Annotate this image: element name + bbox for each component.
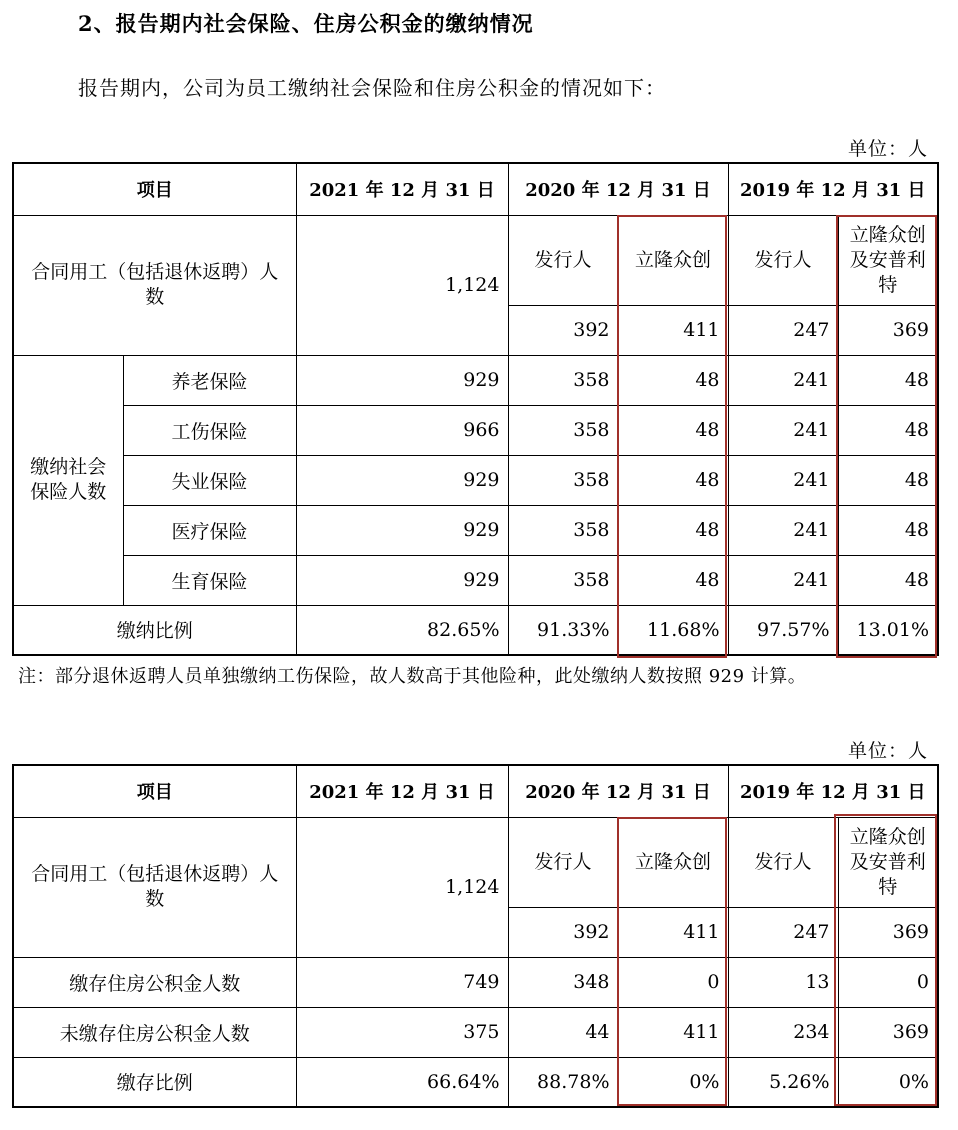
cell-lilong-2020: 0% xyxy=(618,1057,728,1107)
cell-lilong-2020: 48 xyxy=(618,405,728,455)
contract-2021: 1,124 xyxy=(296,817,508,957)
contract-2021: 1,124 xyxy=(296,215,508,355)
cell-lilong-2020: 48 xyxy=(618,355,728,405)
cell-issuer-2020: 358 xyxy=(508,355,618,405)
contract-lilong-2020: 411 xyxy=(618,305,728,355)
cell-issuer-2020: 358 xyxy=(508,505,618,555)
table-row xyxy=(13,405,938,455)
row-label: 缴存住房公积金人数 xyxy=(13,957,296,1007)
cell-2021: 929 xyxy=(296,555,508,605)
cell-issuer-2019: 234 xyxy=(728,1007,838,1057)
table-row xyxy=(13,355,938,405)
cell-2021: 375 xyxy=(296,1007,508,1057)
contract-lilong-2019: 369 xyxy=(838,305,938,355)
sub-issuer-2020: 发行人 xyxy=(508,215,618,305)
cell-issuer-2019: 241 xyxy=(728,455,838,505)
housing-fund-table xyxy=(12,764,939,1108)
cell-issuer-2020: 348 xyxy=(508,957,618,1007)
table-row xyxy=(13,555,938,605)
contract-label: 合同用工（包括退休返聘）人数 xyxy=(13,817,296,957)
cell-lilong-2019: 48 xyxy=(838,405,938,455)
table2-subheader-row xyxy=(13,817,938,907)
cell-issuer-2019: 241 xyxy=(728,555,838,605)
contract-label: 合同用工（包括退休返聘）人数 xyxy=(13,215,296,355)
cell-lilong-2019: 48 xyxy=(838,505,938,555)
header-2019: 2019 年 12 月 31 日 xyxy=(728,163,938,215)
row-label: 未缴存住房公积金人数 xyxy=(13,1007,296,1057)
header-item: 项目 xyxy=(13,163,296,215)
header-2021: 2021 年 12 月 31 日 xyxy=(296,765,508,817)
row-label: 医疗保险 xyxy=(123,505,296,555)
contract-issuer-2020: 392 xyxy=(508,305,618,355)
cell-2021: 929 xyxy=(296,455,508,505)
social-insurance-table xyxy=(12,162,939,656)
intro-paragraph: 报告期内，公司为员工缴纳社会保险和住房公积金的情况如下： xyxy=(78,76,666,100)
table-row xyxy=(13,957,938,1007)
contract-lilong-2020: 411 xyxy=(618,907,728,957)
sub-lilong-2020: 立隆众创 xyxy=(618,817,728,907)
ratio-lilong-2020: 11.68% xyxy=(618,605,728,655)
cell-2021: 929 xyxy=(296,505,508,555)
row-label: 失业保险 xyxy=(123,455,296,505)
cell-2021: 749 xyxy=(296,957,508,1007)
cell-issuer-2020: 358 xyxy=(508,455,618,505)
header-item: 项目 xyxy=(13,765,296,817)
table-row xyxy=(13,1007,938,1057)
sub-lilong-2019: 立隆众创及安普利特 xyxy=(838,215,938,305)
sub-issuer-2019: 发行人 xyxy=(728,817,838,907)
row-label: 生育保险 xyxy=(123,555,296,605)
contract-issuer-2020: 392 xyxy=(508,907,618,957)
cell-lilong-2019: 369 xyxy=(838,1007,938,1057)
cell-lilong-2019: 48 xyxy=(838,555,938,605)
cell-issuer-2020: 358 xyxy=(508,555,618,605)
table-row xyxy=(13,455,938,505)
ratio-label: 缴纳比例 xyxy=(13,605,296,655)
cell-lilong-2020: 411 xyxy=(618,1007,728,1057)
row-label: 工伤保险 xyxy=(123,405,296,455)
cell-lilong-2019: 0 xyxy=(838,957,938,1007)
cell-issuer-2019: 241 xyxy=(728,405,838,455)
cell-lilong-2019: 0% xyxy=(838,1057,938,1107)
group-label: 缴纳社会保险人数 xyxy=(13,355,123,605)
footnote: 注：部分退休返聘人员单独缴纳工伤保险，故人数高于其他险种，此处缴纳人数按照 929 计算。 xyxy=(18,666,807,687)
header-2021: 2021 年 12 月 31 日 xyxy=(296,163,508,215)
ratio-issuer-2020: 91.33% xyxy=(508,605,618,655)
cell-2021: 66.64% xyxy=(296,1057,508,1107)
sub-issuer-2020: 发行人 xyxy=(508,817,618,907)
table2-header-row xyxy=(13,765,938,817)
contract-issuer-2019: 247 xyxy=(728,907,838,957)
cell-issuer-2020: 44 xyxy=(508,1007,618,1057)
header-2020: 2020 年 12 月 31 日 xyxy=(508,163,728,215)
contract-lilong-2019: 369 xyxy=(838,907,938,957)
ratio-lilong-2019: 13.01% xyxy=(838,605,938,655)
header-2020: 2020 年 12 月 31 日 xyxy=(508,765,728,817)
table-row-ratio xyxy=(13,605,938,655)
cell-lilong-2020: 48 xyxy=(618,455,728,505)
ratio-issuer-2019: 97.57% xyxy=(728,605,838,655)
unit-label-table2: 单位：人 xyxy=(847,740,928,762)
cell-issuer-2019: 241 xyxy=(728,355,838,405)
cell-lilong-2019: 48 xyxy=(838,355,938,405)
cell-issuer-2019: 241 xyxy=(728,505,838,555)
table-row xyxy=(13,1057,938,1107)
ratio-2021: 82.65% xyxy=(296,605,508,655)
cell-issuer-2020: 358 xyxy=(508,405,618,455)
cell-issuer-2020: 88.78% xyxy=(508,1057,618,1107)
cell-lilong-2020: 0 xyxy=(618,957,728,1007)
cell-lilong-2020: 48 xyxy=(618,505,728,555)
table1-header-row xyxy=(13,163,938,215)
sub-lilong-2020: 立隆众创 xyxy=(618,215,728,305)
cell-lilong-2020: 48 xyxy=(618,555,728,605)
table1-subheader-row xyxy=(13,215,938,305)
cell-2021: 966 xyxy=(296,405,508,455)
row-label: 养老保险 xyxy=(123,355,296,405)
header-2019: 2019 年 12 月 31 日 xyxy=(728,765,938,817)
cell-issuer-2019: 13 xyxy=(728,957,838,1007)
cell-2021: 929 xyxy=(296,355,508,405)
table-row xyxy=(13,505,938,555)
sub-issuer-2019: 发行人 xyxy=(728,215,838,305)
cell-lilong-2019: 48 xyxy=(838,455,938,505)
contract-issuer-2019: 247 xyxy=(728,305,838,355)
sub-lilong-2019: 立隆众创及安普利特 xyxy=(838,817,938,907)
cell-issuer-2019: 5.26% xyxy=(728,1057,838,1107)
section-heading: 2、报告期内社会保险、住房公积金的缴纳情况 xyxy=(78,11,534,36)
row-label: 缴存比例 xyxy=(13,1057,296,1107)
unit-label-table1: 单位：人 xyxy=(847,138,928,160)
